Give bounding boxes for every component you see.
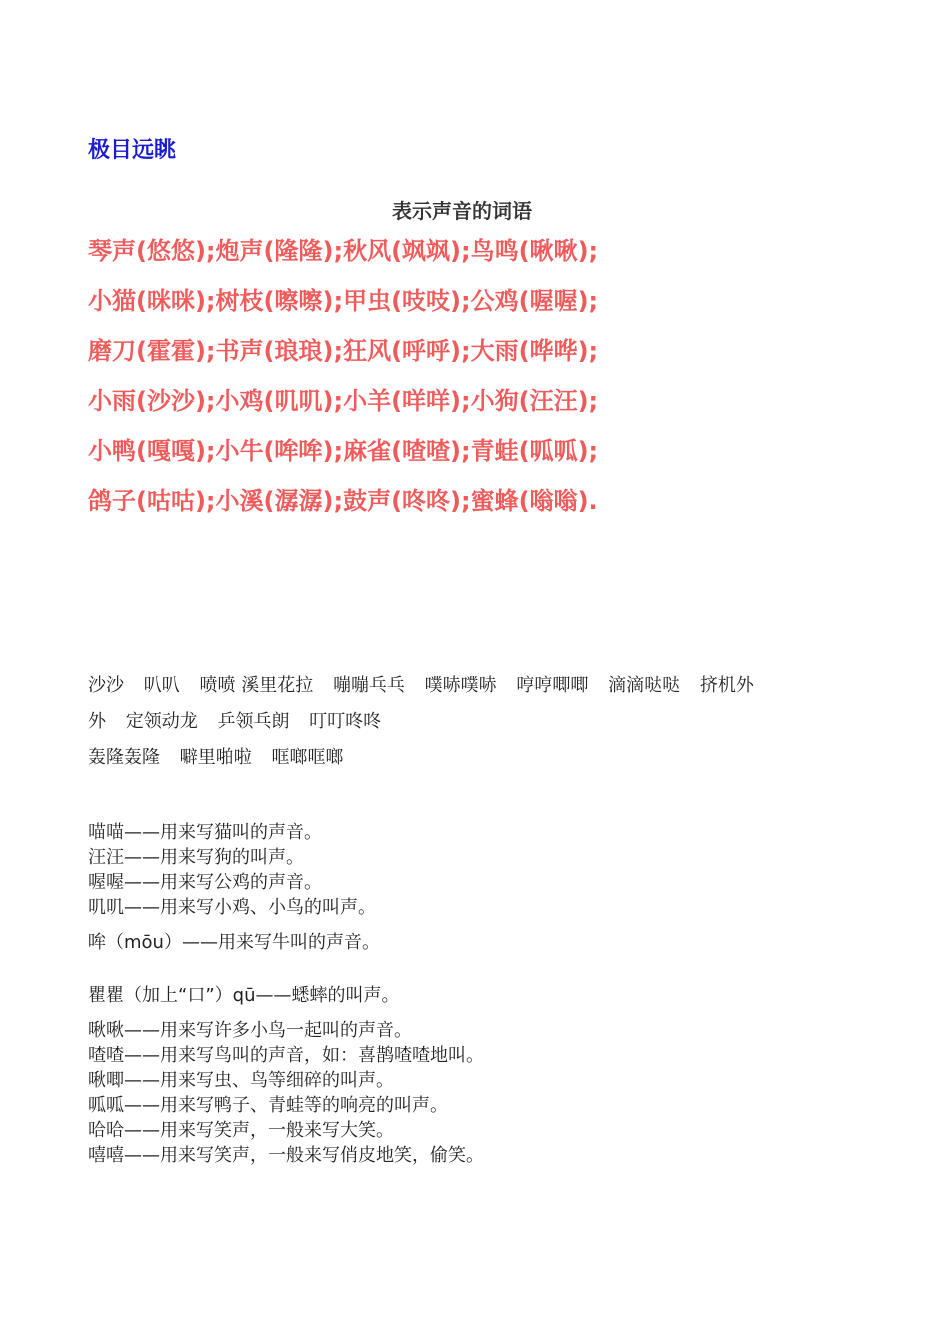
definitions-group-2 (88, 930, 888, 955)
onomatopoeia-line (88, 704, 863, 740)
onomatopoeia-word: 外 (88, 711, 106, 732)
sound-words-line: 鸽子(咕咕);小溪(潺潺);鼓声(咚咚);蜜蜂(嗡嗡). (88, 487, 598, 515)
onomatopoeia-word: 喷喷 溪里花拉 (199, 675, 314, 696)
definitions-group-3 (88, 983, 888, 1008)
definition-line: 嘻嘻——用来写笑声，一般来写俏皮地笑，偷笑。 (88, 1145, 484, 1166)
onomatopoeia-word: 哐啷哐啷 (271, 747, 344, 768)
onomatopoeia-line (88, 668, 863, 704)
onomatopoeia-word: 乒领乓朗 (217, 711, 290, 732)
definition-line: 哈哈——用来写笑声，一般来写大笑。 (88, 1120, 394, 1141)
onomatopoeia-word: 哼哼唧唧 (516, 675, 589, 696)
definition-line: 啾唧——用来写虫、鸟等细碎的叫声。 (88, 1070, 394, 1091)
definition-line: 呱呱——用来写鸭子、青蛙等的响亮的叫声。 (88, 1095, 448, 1116)
definition-line: 喵喵——用来写猫叫的声音。 (88, 822, 322, 843)
definition-line: 叽叽——用来写小鸡、小鸟的叫声。 (88, 897, 376, 918)
definition-line: 瞿瞿（加上“口”）qū——蟋蟀的叫声。 (88, 985, 400, 1006)
onomatopoeia-line (88, 740, 863, 776)
sound-words-line: 磨刀(霍霍);书声(琅琅);狂风(呼呼);大雨(哗哗); (88, 337, 599, 365)
sound-words-line: 小鸭(嘎嘎);小牛(哞哞);麻雀(喳喳);青蛙(呱呱); (88, 437, 599, 465)
onomatopoeia-word: 噼里啪啦 (179, 747, 252, 768)
onomatopoeia-word: 沙沙 (88, 675, 124, 696)
definition-line: 啾啾——用来写许多小鸟一起叫的声音。 (88, 1020, 412, 1041)
onomatopoeia-word: 叮叮咚咚 (309, 711, 382, 732)
definition-line: 汪汪——用来写狗的叫声。 (88, 847, 304, 868)
onomatopoeia-word: 叭叭 (143, 675, 180, 696)
page-heading: 极目远眺 (88, 138, 177, 163)
onomatopoeia-word: 嘣嘣乓乓 (332, 675, 405, 696)
definition-line: 哞（mōu）——用来写牛叫的声音。 (88, 932, 380, 953)
onomatopoeia-word: 滴滴哒哒 (608, 675, 681, 696)
onomatopoeia-list (88, 668, 863, 776)
onomatopoeia-word: 噗哧噗哧 (424, 675, 497, 696)
definitions-group-1 (88, 820, 888, 920)
sound-words-list (88, 226, 908, 526)
onomatopoeia-word: 定领动龙 (125, 711, 198, 732)
onomatopoeia-word: 挤机外 (699, 675, 754, 696)
onomatopoeia-word: 轰隆轰隆 (88, 747, 160, 768)
definition-line: 喔喔——用来写公鸡的声音。 (88, 872, 322, 893)
sound-words-line: 小雨(沙沙);小鸡(叽叽);小羊(咩咩);小狗(汪汪); (88, 387, 599, 415)
definition-line: 喳喳——用来写鸟叫的声音，如：喜鹊喳喳地叫。 (88, 1045, 484, 1066)
sound-words-line: 琴声(悠悠);炮声(隆隆);秋风(飒飒);鸟鸣(啾啾); (88, 237, 599, 265)
section-subtitle: 表示声音的词语 (392, 199, 532, 223)
sound-words-line: 小猫(咪咪);树枝(嚓嚓);甲虫(吱吱);公鸡(喔喔); (88, 287, 599, 315)
definitions-group-4 (88, 1018, 888, 1168)
